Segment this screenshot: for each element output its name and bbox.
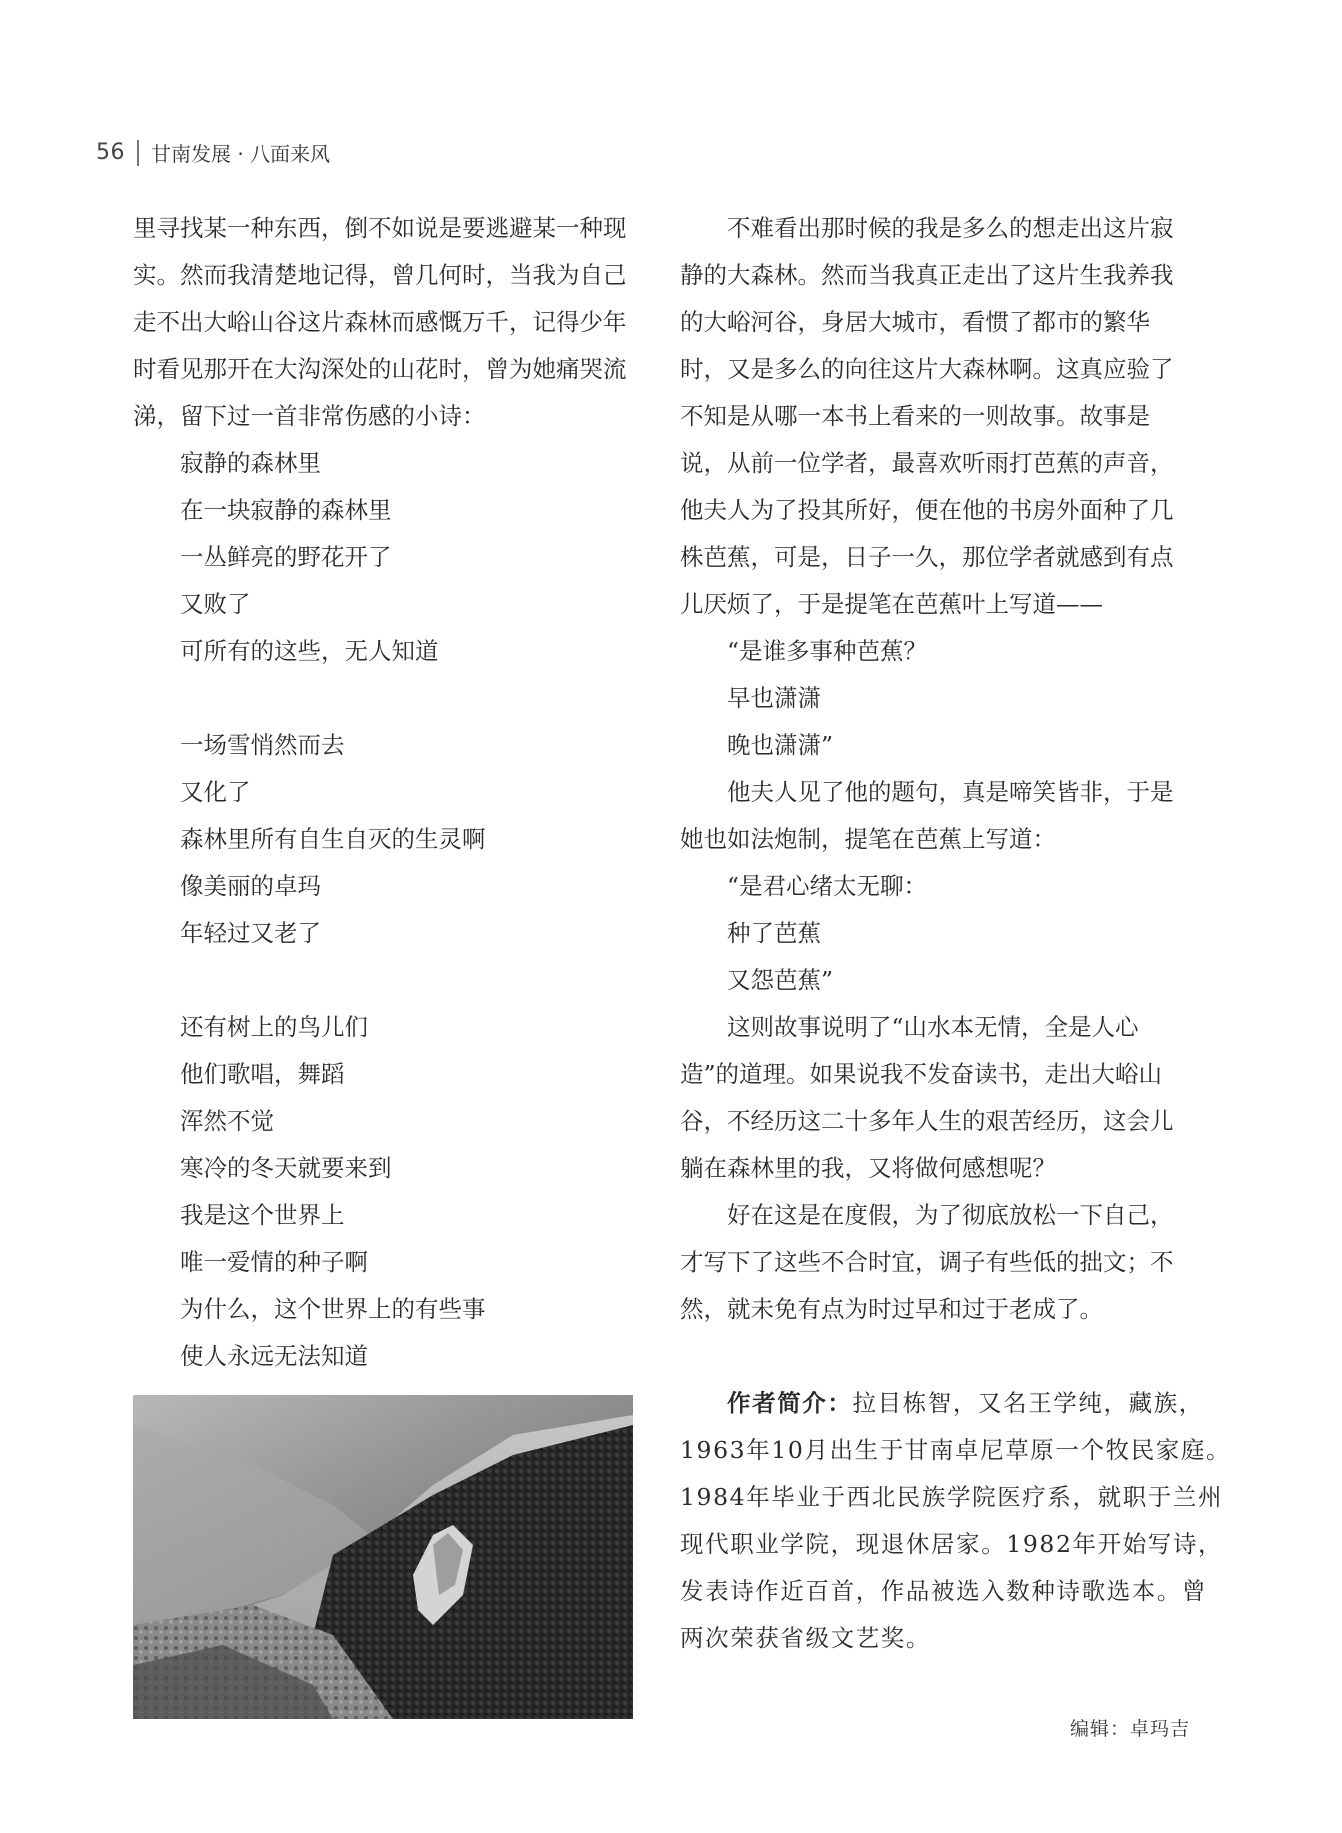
forest-valley-photo xyxy=(133,1395,633,1719)
text-line: 寂静的森林里 xyxy=(180,449,321,477)
text-line: 在一块寂静的森林里 xyxy=(180,496,392,524)
text-line: 才写下了这些不合时宜，调子有些低的拙文；不 xyxy=(680,1248,1174,1276)
text-line: 又怨芭蕉” xyxy=(727,966,834,994)
bio-text: 拉目栋智，又名王学纯，藏族， xyxy=(852,1389,1204,1417)
bio-label: 作者简介： xyxy=(727,1389,853,1417)
text-line: 他夫人为了投其所好，便在他的书房外面种了几 xyxy=(680,496,1174,524)
text-line: 不难看出那时候的我是多么的想走出这片寂 xyxy=(727,214,1174,242)
text-line: “是君心绪太无聊： xyxy=(727,872,928,900)
text-line: 又败了 xyxy=(180,590,251,618)
author-bio xyxy=(680,1380,1232,1662)
text-line: 早也潇潇 xyxy=(727,684,821,712)
bio-line: 现代职业学院，现退休居家。1982年开始写诗， xyxy=(680,1530,1224,1558)
text-line: 种了芭蕉 xyxy=(727,919,821,947)
paragraph-spacer xyxy=(680,1333,1180,1380)
bio-line: 1963年10月出生于甘南卓尼草原一个牧民家庭。 xyxy=(680,1436,1232,1464)
text-line: 造”的道理。如果说我不发奋读书，走出大峪山 xyxy=(680,1060,1163,1088)
text-line: 使人永远无法知道 xyxy=(180,1342,368,1370)
text-line: 里寻找某一种东西，倒不如说是要逃避某一种现 xyxy=(133,214,627,242)
text-line: 涕，留下过一首非常伤感的小诗： xyxy=(133,402,486,430)
text-line: 实。然而我清楚地记得，曾几何时，当我为自己 xyxy=(133,261,627,289)
text-line: 一场雪悄然而去 xyxy=(180,731,345,759)
text-line: 儿厌烦了，于是提笔在芭蕉叶上写道—— xyxy=(680,590,1103,618)
text-line: 静的大森林。然而当我真正走出了这片生我养我 xyxy=(680,261,1174,289)
editor-credit: 编辑：卓玛吉 xyxy=(1070,1718,1191,1740)
text-line xyxy=(133,957,633,1004)
header-divider xyxy=(137,140,139,166)
text-line: “是谁多事种芭蕉？ xyxy=(727,637,928,665)
right-text-column xyxy=(680,205,1232,1662)
text-line: 可所有的这些，无人知道 xyxy=(180,637,439,665)
text-line: 他夫人见了他的题句，真是啼笑皆非，于是 xyxy=(727,778,1174,806)
text-line: 一丛鲜亮的野花开了 xyxy=(180,543,392,571)
text-line: 的大峪河谷，身居大城市，看惯了都市的繁华 xyxy=(680,308,1150,336)
section-title: 甘南发展 · 八面来风 xyxy=(151,142,331,166)
text-line: 这则故事说明了“山水本无情，全是人心 xyxy=(727,1013,1139,1041)
text-line: 又化了 xyxy=(180,778,251,806)
text-line: 他们歌唱，舞蹈 xyxy=(180,1060,345,1088)
text-line: 像美丽的卓玛 xyxy=(180,872,321,900)
text-line: 森林里所有自生自灭的生灵啊 xyxy=(180,825,486,853)
text-line: 谷，不经历这二十多年人生的艰苦经历，这会儿 xyxy=(680,1107,1174,1135)
left-text-column xyxy=(133,205,633,1380)
text-line: 时，又是多么的向往这片大森林啊。这真应验了 xyxy=(680,355,1174,383)
text-line: 株芭蕉，可是，日子一久，那位学者就感到有点 xyxy=(680,543,1174,571)
text-line: 说，从前一位学者，最喜欢听雨打芭蕉的声音， xyxy=(680,449,1174,477)
text-line: 唯一爱情的种子啊 xyxy=(180,1248,368,1276)
text-line: 还有树上的鸟儿们 xyxy=(180,1013,368,1041)
text-line: 她也如法炮制，提笔在芭蕉上写道： xyxy=(680,825,1056,853)
page-header xyxy=(96,138,330,167)
text-line: 为什么，这个世界上的有些事 xyxy=(180,1295,486,1323)
text-line: 浑然不觉 xyxy=(180,1107,274,1135)
text-line: 寒冷的冬天就要来到 xyxy=(180,1154,392,1182)
text-line: 不知是从哪一本书上看来的一则故事。故事是 xyxy=(680,402,1150,430)
text-line: 晚也潇潇” xyxy=(727,731,834,759)
bio-line: 发表诗作近百首，作品被选入数种诗歌选本。曾 xyxy=(680,1577,1208,1605)
page-number: 56 xyxy=(96,140,125,165)
text-line: 躺在森林里的我，又将做何感想呢？ xyxy=(680,1154,1056,1182)
text-line: 时看见那开在大沟深处的山花时，曾为她痛哭流 xyxy=(133,355,627,383)
text-line: 我是这个世界上 xyxy=(180,1201,345,1229)
text-line: 走不出大峪山谷这片森林而感慨万千，记得少年 xyxy=(133,308,627,336)
text-line: 年轻过又老了 xyxy=(180,919,321,947)
bio-line: 1984年毕业于西北民族学院医疗系，就职于兰州 xyxy=(680,1483,1224,1511)
text-line: 然，就未免有点为时过早和过于老成了。 xyxy=(680,1295,1103,1323)
text-line: 好在这是在度假，为了彻底放松一下自己， xyxy=(727,1201,1174,1229)
bio-line: 两次荣获省级文艺奖。 xyxy=(680,1624,931,1652)
bio-first-line xyxy=(680,1380,1204,1427)
text-line xyxy=(133,675,633,722)
